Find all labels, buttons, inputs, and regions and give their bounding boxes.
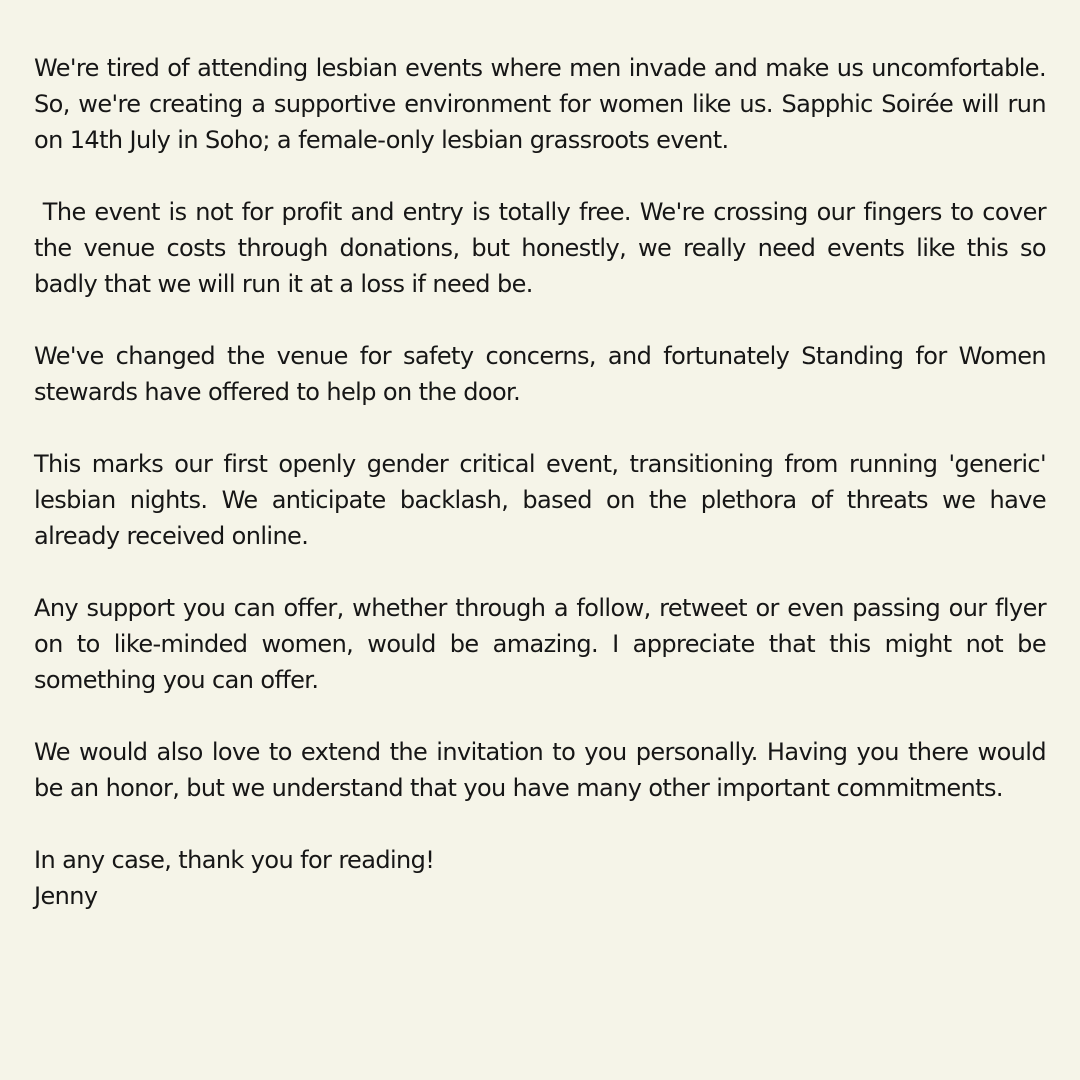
paragraph-invitation: We would also love to extend the invitation to you personally. Having you there would be an honor, but we understand that you have many other important commitments.	[34, 738, 1054, 802]
paragraph-venue-safety: We've changed the venue for safety concerns, and fortunately Standing for Women stewards have offered to help on the door.	[34, 342, 1054, 406]
closing-line: In any case, thank you for reading!	[34, 846, 435, 874]
paragraph-funding: The event is not for profit and entry is totally free. We're crossing our fingers to cover the venue costs through donations, but honestly, we really need events like this so badly that we will run it at a loss if need be.	[34, 198, 1054, 298]
paragraph-support-request: Any support you can offer, whether through a follow, retweet or even passing our flyer on to like-minded women, would be amazing. I appreciate that this might not be something you can offer.	[34, 594, 1054, 694]
paragraph-gender-critical: This marks our first openly gender critical event, transitioning from running 'generic' lesbian nights. We anticipate backlash, based on the plethora of threats we have already received online.	[34, 450, 1054, 550]
signature: Jenny	[34, 882, 98, 910]
paragraph-event-intro: We're tired of attending lesbian events where men invade and make us uncomfortable. So, we're creating a supportive environment for women like us. Sapphic Soirée will run on 14th July in Soho; a female-only lesbian grassroots event.	[34, 54, 1054, 154]
